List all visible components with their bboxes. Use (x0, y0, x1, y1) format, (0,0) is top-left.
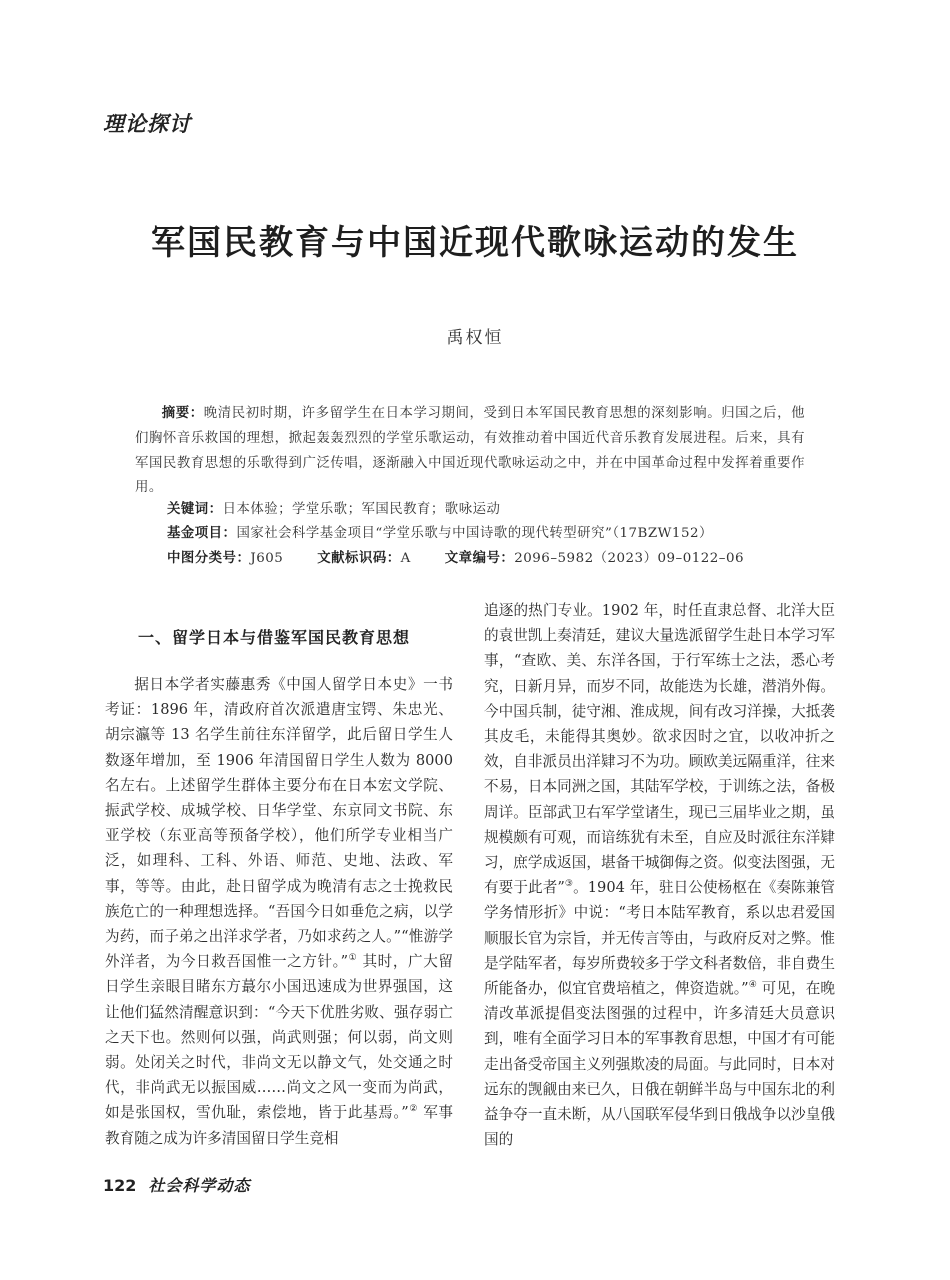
keywords-line (167, 498, 500, 517)
paragraph (484, 598, 835, 1152)
article-title: 军国民教育与中国近现代歌咏运动的发生 (151, 223, 799, 263)
author-name: 禹权恒 (446, 328, 504, 348)
article-number-label: 文章编号： (444, 551, 515, 566)
doc-code-label: 文献标识码： (317, 551, 401, 566)
doc-code-value: A (400, 551, 411, 566)
body-text: 可见，在晚清改革派提倡变法图强的过程中，许多清廷大员意识到，唯有全面学习日本的军事教育思想，中国才有可能走出备受帝国主义列强欺凌的局面。与此同时，日本对远东的觊觎由来已久，日俄在朝鲜半岛与中国东北的利益争夺一直未断，从八国联军侵华到日俄战争以沙皇俄国的 (484, 980, 835, 1149)
body-text: 。1904 年，驻日公使杨枢在《奏陈兼管学务情形折》中说：“考日本陆军教育，系以忠君爱国顺服长官为宗旨，并无传言等由，与政府反对之弊。惟是学陆军者，每岁所费较多于学文科者数倍，非自费生所能备办，似宜官费培植之，俾资造就。” (484, 879, 835, 998)
section-heading: 一、留学日本与借鉴军国民教育思想 (138, 628, 411, 647)
fund-label: 基金项目： (167, 526, 237, 541)
paragraph (105, 672, 453, 1151)
fund-line (167, 522, 713, 541)
body-text: 据日本学者实藤惠秀《中国人留学日本史》一书考证：1896 年，清政府首次派遣唐宝锷、朱忠光、胡宗瀛等 13 名学生前往东洋留学，此后留日学生人数逐年增加，至 1906 年清国留日学生人数为 8000 名左右。上述留学生群体主要分布在日本宏文学院、振武学校、成城学校、日华学堂、东京同文书院、东亚学校（东亚高等预备学校），他们所学专业相当广泛，如理科、工科、外语、师范、史地、法政、军事，等等。由此，赴日留学成为晚清有志之士挽救民族危亡的一种理想选择。“吾国今日如垂危之病，以学为药，而子弟之出洋求学者，乃如求药之人。”“惟游学外洋者，为今日救吾国惟一之方针。” (105, 676, 453, 971)
footnote-marker: ② (408, 1104, 418, 1115)
fund-text: 国家社会科学基金项目“学堂乐歌与中国诗歌的现代转型研究”（17BZW152） (236, 526, 713, 541)
footnote-marker: ④ (748, 980, 757, 991)
abstract-label: 摘要： (161, 406, 204, 421)
clc-label: 中图分类号： (167, 551, 251, 566)
journal-name: 社会科学动态 (148, 1176, 251, 1195)
body-text: 追逐的热门专业。1902 年，时任直隶总督、北洋大臣的袁世凯上奏清廷，建议大量选派留学生赴日本学习军事，“查欧、美、东洋各国，于行军练士之法，悉心考究，日新月异，而岁不同，故能迭为长雄，潜消外侮。今中国兵制，徒守湘、淮成规，间有改习洋操，大抵袭其皮毛，未能得其奥妙。欲求因时之宜，以收冲折之效，自非派员出洋肄习不为功。顾欧美远隔重洋，往来不易，日本同洲之国，其陆军学校，于训练之法，备极周详。臣部武卫右军学堂诸生，现已三届毕业之期，虽规模颇有可观，而谙练犹有未至，自应及时派往东洋肄习，庶学成返国，堪备干城御侮之资。似变法图强，无有要于此者” (484, 602, 835, 897)
body-text: 其时，广大留日学生亲眼目睹东方蕞尔小国迅速成为世界强国，这让他们猛然清醒意识到：“今天下优胜劣败、强存弱亡之天下也。然则何以强，尚武则强；何以弱，尚文则弱。处闭关之时代，非尚文无以静文气，处交通之时代，非尚武无以振国威……尚文之风一变而为尚武，如是张国权，雪仇耻，索偿地，皆于此基焉。” (105, 953, 453, 1122)
page-number: 122 (103, 1176, 137, 1195)
keywords-label: 关键词： (167, 502, 223, 517)
body-column-left (105, 672, 453, 1151)
keywords-text: 日本体验；学堂乐歌；军国民教育；歌咏运动 (222, 502, 501, 517)
section-tag: 理论探讨 (103, 112, 191, 136)
body-text: 军事教育随之成为许多清国留日学生竞相 (105, 1104, 453, 1147)
page-footer (103, 1173, 250, 1196)
abstract-text: 晚清民初时期，许多留学生在日本学习期间，受到日本军国民教育思想的深刻影响。归国之后，他们胸怀音乐救国的理想，掀起轰轰烈烈的学堂乐歌运动，有效推动着中国近代音乐教育发展进程。后来，具有军国民教育思想的乐歌得到广泛传唱，逐渐融入中国近现代歌咏运动之中，并在中国革命过程中发挥着重要作用。 (135, 406, 806, 496)
clc-value: J605 (250, 551, 284, 566)
classification-line (167, 547, 744, 566)
footnote-marker: ③ (564, 879, 574, 890)
abstract (135, 402, 805, 501)
body-column-right (484, 598, 835, 1152)
article-number-value: 2096–5982（2023）09–0122–06 (514, 551, 745, 566)
footnote-marker: ① (348, 953, 358, 964)
